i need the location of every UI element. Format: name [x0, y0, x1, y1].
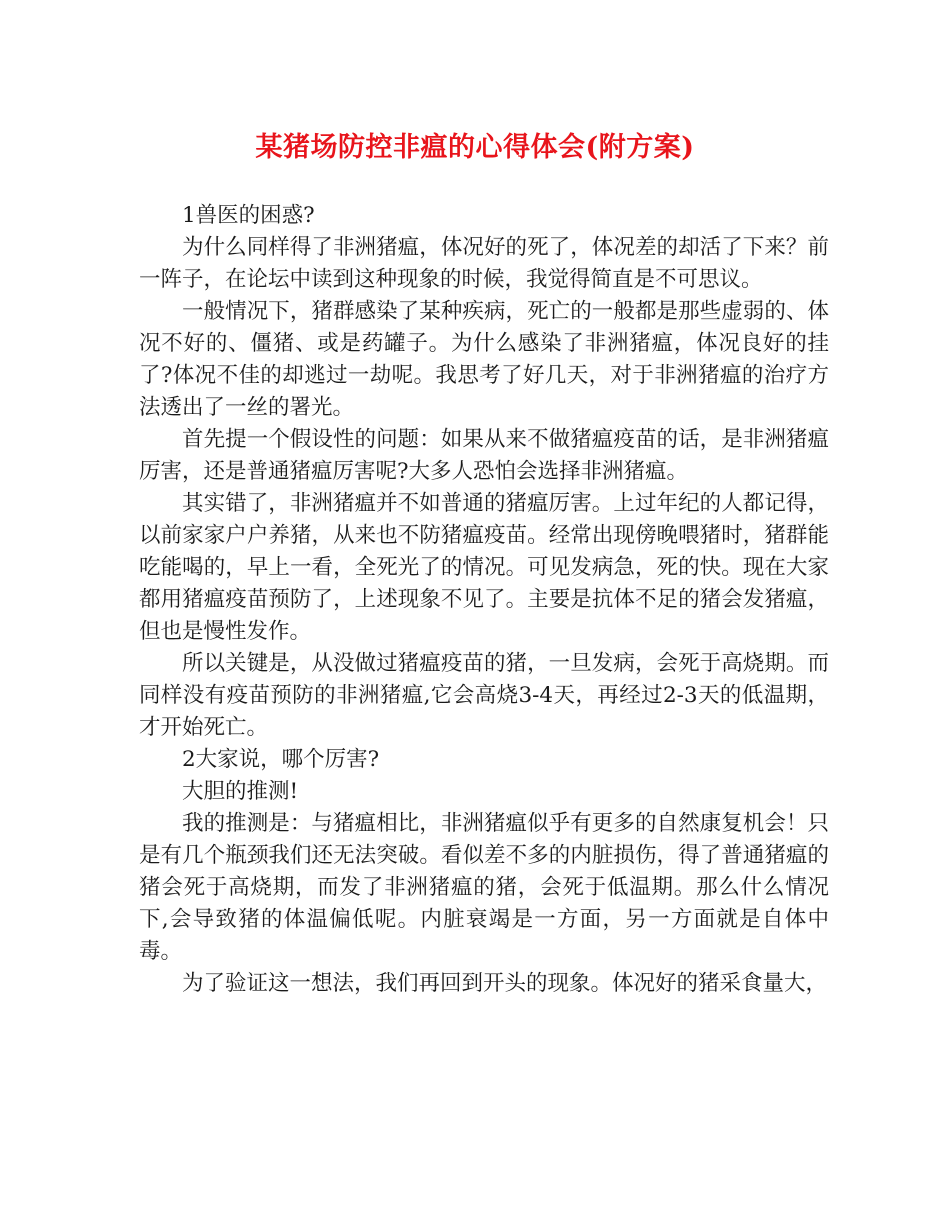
paragraph: 首先提一个假设性的问题：如果从来不做猪瘟疫苗的话，是非洲猪瘟厉害，还是普通猪瘟厉害呢?大多人恐怕会选择非洲猪瘟。: [139, 427, 829, 484]
paragraph: 所以关键是，从没做过猪瘟疫苗的猪，一旦发病，会死于高烧期。而同样没有疫苗预防的非洲猪瘟,它会高烧3-4天，再经过2-3天的低温期，才开始死亡。: [139, 651, 829, 740]
paragraph: 1兽医的困惑?: [182, 203, 315, 228]
document-title: 某猪场防控非瘟的心得体会(附方案): [255, 132, 695, 163]
paragraph: 一般情况下，猪群感染了某种疾病，死亡的一般都是那些虚弱的、体况不好的、僵猪、或是药罐子。为什么感染了非洲猪瘟，体况良好的挂了?体况不佳的却逃过一劫呢。我思考了好几天，对于非洲猪瘟的治疗方法透出了一丝的署光。: [139, 299, 829, 420]
paragraph: 为了验证这一想法，我们再回到开头的现象。体况好的猪采食量大，: [182, 971, 828, 996]
paragraph: 2大家说，哪个厉害?: [182, 747, 380, 772]
paragraph: 大胆的推测!: [182, 779, 299, 804]
paragraph: 其实错了，非洲猪瘟并不如普通的猪瘟厉害。上过年纪的人都记得，以前家家户户养猪，从来也不防猪瘟疫苗。经常出现傍晚喂猪时，猪群能吃能喝的，早上一看，全死光了的情况。可见发病急，死的快。现在大家都用猪瘟疫苗预防了，上述现象不见了。主要是抗体不足的猪会发猪瘟，但也是慢性发作。: [139, 491, 829, 644]
document-body: [139, 200, 829, 1000]
paragraph: 我的推测是：与猪瘟相比，非洲猪瘟似乎有更多的自然康复机会！只是有几个瓶颈我们还无法突破。看似差不多的内脏损伤，得了普通猪瘟的猪会死于高烧期，而发了非洲猪瘟的猪，会死于低温期。那么什么情况下,会导致猪的体温偏低呢。内脏衰竭是一方面，另一方面就是自体中毒。: [139, 811, 829, 964]
paragraph: 为什么同样得了非洲猪瘟，体况好的死了，体况差的却活了下来？前一阵子，在论坛中读到这种现象的时候，我觉得简直是不可思议。: [139, 235, 829, 292]
